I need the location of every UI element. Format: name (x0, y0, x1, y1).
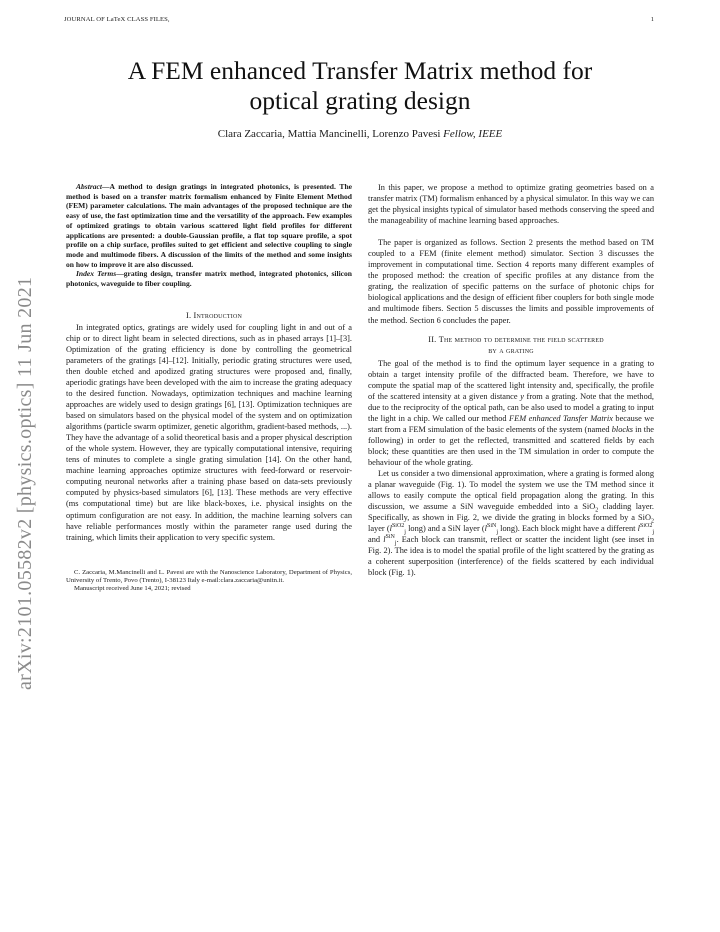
math-variable: l (383, 535, 386, 545)
author-affiliation: Fellow, IEEE (443, 128, 503, 140)
text-run: in the following) in order to get the reflected, transmitted and scattered fields by each block; these quantities are then used in the TM simulation in order to compute the behaviour of the whole grating. (368, 424, 655, 467)
text-run: long). Each block might have a different (498, 524, 638, 534)
author-names: Clara Zaccaria, Mattia Mancinelli, Lorenzo Pavesi (217, 128, 444, 140)
abstract-label: Abstract (76, 182, 102, 191)
paper-title-line2: optical grating design (249, 86, 471, 115)
subscript: j (652, 529, 654, 536)
section-heading-introduction (66, 310, 352, 321)
footnote-affiliation: C. Zaccaria, M.Mancinelli and L. Pavesi are with the Nanoscience Laboratory, Department of Physics, University of Trento, Povo (Trento), I-38123 Italy e-mail:clara.zaccaria@unitn.it. (66, 568, 352, 585)
subscript: 2 (595, 507, 599, 514)
section-number: I. (185, 310, 192, 320)
method-paragraph-2 (368, 468, 654, 578)
text-run: . Each block can transmit, reflect or scatter the incident light (see inset in Fig. 2). The idea is to model the spatial profile of the light scattered by the grating as a coherent superposition (interference) of the fields scattered by each individual block (Fig. 1). (368, 535, 654, 578)
section-title: Introduction (193, 310, 243, 320)
term-blocks: blocks (611, 424, 634, 434)
text-run: The goal of the method is to find the optimum layer sequence in a grating to obtain a target intensity profile of the diffracted beam. Therefore, we have to compute the spatial map of the scattered light intensity and, specifically, the profile of the scattered intensity at a given distance (368, 358, 654, 401)
text-run: layer ( (368, 524, 390, 534)
abstract-text: —A method to design gratings in integrated photonics, is presented. The method is based on a transfer matrix formalism enhanced by Finite Element Method (FEM) parameter calculations. The main advantages of the proposed technique are the easy of use, the fast optimization time and the versatility of the approach. Few examples of optimized gratings to obtain various scattered light field profiles for different applications are presented: a double-Gaussian profile, a flat top square profile, a spot profile on a chip surface, profiles suited to get efficient and selective coupling to single mode and multimode fibers. A discussion of the limits of the method and some insights on how to improve it are also discussed. (66, 182, 352, 269)
math-variable: l (637, 524, 640, 534)
superscript: SiO2 (391, 523, 405, 530)
abstract (66, 182, 352, 269)
paragraph-proposal: In this paper, we propose a method to optimize grating geometries based on a transfer matrix (TM) formalism enhanced by a physical simulator. In this way we can get the physical insights typical of simulator based methods conserving the speed and the manageability of machine learning based approaches. (368, 183, 654, 226)
introduction-paragraph: In integrated optics, gratings are widely used for coupling light in and out of a chip or to direct light beam in selected directions, such as in phased arrays [1]–[3]. Optimization of the grating efficiency is done by controlling the geometrical parameters of the gratings [4]–[12]. Initially, periodic grating structures were used, then double etched and apodized grating structures were proposed and, finally, aperiodic gratings have been developed with the aim to increase the grating adequacy to the desired function. Nowadays, optimization techniques and machine learning approaches are widely used to design gratings [6], [13]. Optimization techniques are based on simulators based on the physical model of the system and on optimization algorithms (particle swarm optimizer, genetic algorithm, gradient-based methods, ...). They have the advantage of a solid theoretical basis and a proper physical description of the whole system. However, they are typically computational intensive, requiring tens of minutes to complete a single grating simulation [14]. On the other hand, machine learning approaches optimize structures with feed-forward or reservoir-computing neuronal networks after a training phase based on data-sets previously computed by physics-based simulators [6], [13]. These methods are very effective (ms computational time) but are like black-boxes, i.e. physical insights on the optimum configuration are not easy. In addition, the machine learning solvers can have reliable performances mostly within the parameter range used during the training, which limits their application to very specific system. (66, 322, 352, 542)
subscript: j (404, 529, 406, 536)
text-run: from a grating. Note that the method, due to the reciprocity of the optical path, can be also used to model a grating to input the light in a chip. We called our method (368, 391, 655, 423)
text-run: Let us consider a two dimensional approximation, where a grating is formed along a planar waveguide (Fig. 1). To model the system we use the TM method since it allows to easily compute the optical field propagation along the grating. In this discussion, we assume a SiN waveguide embedded into a SiO (368, 469, 654, 512)
math-variable: l (389, 524, 392, 534)
running-header: JOURNAL OF LaTeX CLASS FILES, (64, 16, 170, 23)
section-title-line2: by a grating (488, 345, 534, 355)
method-paragraph-1 (368, 358, 654, 468)
paper-title-line1: A FEM enhanced Transfer Matrix method for (127, 56, 593, 85)
footnote-received: Manuscript received June 14, 2021; revised (74, 585, 191, 593)
author-list (60, 128, 660, 140)
section-title-line1: The method to determine the field scattered (438, 334, 604, 344)
text-run: because we start from a FEM simulation of the basic elements of the system (named (368, 413, 654, 434)
index-terms-label: Index Terms (76, 269, 117, 279)
superscript: SiO2 (639, 523, 653, 530)
arxiv-identifier: arXiv:2101.05582v2 [physics.optics] 11 Jun 2021 (14, 276, 36, 690)
subscript: j (394, 540, 397, 547)
text-run: and (368, 535, 384, 545)
page-number: 1 (650, 16, 654, 23)
index-terms (66, 269, 352, 288)
paragraph-organization: The paper is organized as follows. Section 2 presents the method based on TM coupled to a FEM (finite element method) simulator. Section 3 discusses the improvement in computational time. Section 4 reports many different examples of the proposed method: the creation of specific profiles at any distance from the grating, the realization of specific patterns on the surface of photonic chips for biological applications and the design of efficient fiber couplers for both single mode and multimode fibers. Section 5 discusses the limits and possible improvements of the method. Section 6 concludes the paper. (368, 238, 654, 325)
text-run: long) and a SiN layer ( (405, 524, 485, 534)
method-name: FEM enhanced Tansfer Matrix (509, 413, 613, 423)
section-number: II. (428, 334, 437, 344)
footnote (66, 569, 352, 594)
math-variable: l (484, 524, 487, 534)
text-run: cladding layer. Specifically, as shown in Fig. 2, we divide the grating in blocks formed by a SiO (368, 502, 654, 523)
superscript: SiN (385, 534, 395, 541)
subscript: 2 (651, 518, 654, 525)
math-variable: y (520, 391, 524, 401)
superscript: SiN (487, 523, 497, 530)
index-terms-text: —grating design, transfer matrix method, integrated photonics, silicon photonics, waveguide to fiber coupling. (66, 269, 352, 289)
section-heading-method (368, 334, 654, 356)
paper-title (60, 56, 660, 116)
left-column (66, 182, 352, 594)
subscript: j (496, 529, 499, 536)
right-column (368, 182, 654, 579)
